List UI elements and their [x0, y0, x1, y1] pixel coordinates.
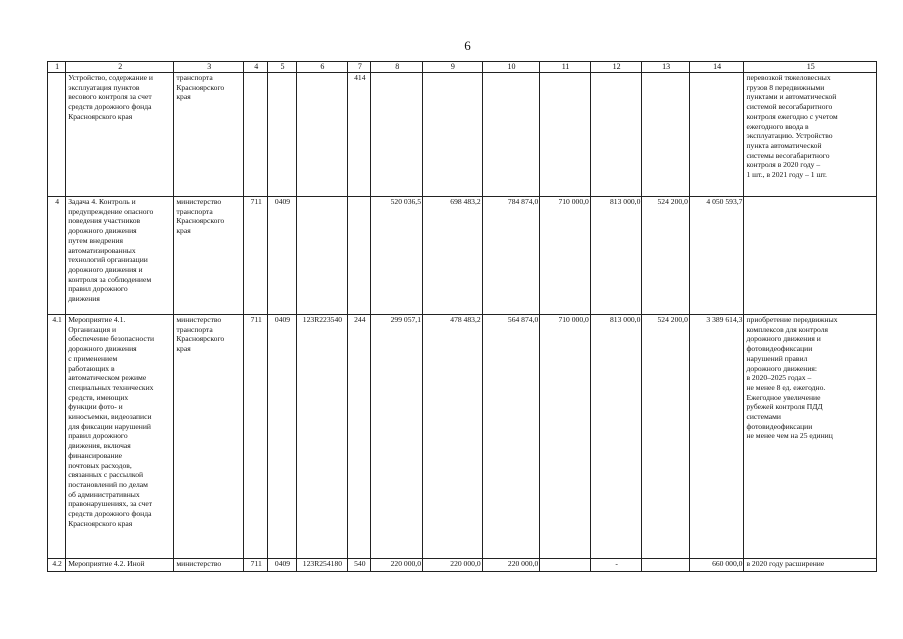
measure-name: [66, 197, 174, 315]
amount-2021: [423, 73, 483, 197]
cell-line: приобретение передвижных: [746, 315, 838, 324]
cell-line: связанных с рассылкой: [68, 470, 144, 480]
rzpr-code: 0409: [268, 315, 296, 559]
cell-line: Мероприятие 4.2. Иной: [68, 559, 145, 568]
column-number: 12: [590, 62, 642, 73]
amount-2024: 813 000,0: [590, 315, 642, 559]
cell-line: правил дорожного: [68, 284, 128, 294]
amount-2024: -: [590, 559, 642, 572]
column-number: 3: [174, 62, 244, 73]
expected-result: [744, 197, 877, 315]
cell-line: фотовидеофиксации: [746, 421, 813, 431]
cell-line: Организация и: [68, 324, 117, 334]
cell-line: пунктами и автоматической: [746, 92, 837, 102]
column-number: 9: [423, 62, 483, 73]
cell-line: эксплуатация пунктов: [68, 82, 140, 92]
measure-name: [66, 559, 174, 572]
cell-line: транспорта: [176, 206, 213, 216]
table-row: [48, 73, 877, 197]
cell-line: средств дорожного фонда: [68, 102, 152, 112]
cell-line: Красноярского: [176, 82, 225, 92]
responsible-org: [174, 73, 244, 197]
column-number: 1: [48, 62, 66, 73]
cell-line: контроля за соблюдением: [68, 274, 152, 284]
amount-2023: [540, 559, 591, 572]
cell-line: эксплуатацию. Устройство: [746, 131, 833, 141]
cell-line: дорожного движения:: [746, 363, 818, 373]
cell-line: в 2020–2025 годах –: [746, 373, 812, 383]
cell-line: технологий организации: [68, 255, 148, 265]
table-row: [48, 559, 877, 572]
amount-2023: 710 000,0: [540, 315, 591, 559]
table-row: [48, 197, 877, 315]
cell-line: дорожного движения: [68, 344, 137, 354]
cell-line: движения, включая: [68, 441, 131, 451]
cell-line: средств дорожного фонда: [68, 509, 152, 519]
responsible-org: [174, 197, 244, 315]
cell-line: путем внедрения: [68, 235, 124, 245]
page-number: 6: [464, 38, 471, 53]
column-number: 8: [371, 62, 423, 73]
cell-line: системы весогабаритного: [746, 150, 830, 160]
cell-line: весового контроля за счет: [68, 92, 152, 102]
expected-result: [744, 559, 877, 572]
cell-line: системой весогабаритного: [746, 102, 833, 112]
amount-2022: 220 000,0: [482, 559, 540, 572]
column-number: 2: [66, 62, 174, 73]
column-number-row: [48, 62, 877, 73]
cell-line: не менее 8 ед. ежегодно.: [746, 382, 826, 392]
cell-line: края: [176, 226, 191, 236]
budget-table: [47, 61, 877, 572]
amount-2021: 478 483,2: [423, 315, 483, 559]
amount-2025: [642, 559, 690, 572]
column-number: 15: [744, 62, 877, 73]
column-number: 4: [244, 62, 268, 73]
cell-line: края: [176, 344, 191, 354]
cell-line: Красноярского: [176, 334, 225, 344]
column-number: 6: [296, 62, 348, 73]
amount-total: 3 389 614,3: [689, 315, 744, 559]
cell-line: Красноярского края: [68, 518, 133, 528]
amount-2025: 524 200,0: [642, 315, 690, 559]
table-row: [48, 315, 877, 559]
cell-line: дорожного движения и: [746, 334, 821, 344]
cell-line: дорожного движения: [68, 226, 137, 236]
cell-line: об административных: [68, 489, 140, 499]
grbs-code: [244, 73, 268, 197]
cell-line: грузов 8 передвижными: [746, 82, 825, 92]
rzpr-code: 0409: [268, 559, 296, 572]
column-number: 7: [348, 62, 371, 73]
cell-line: контроля в 2020 году –: [746, 160, 821, 170]
cell-line: перевозкой тяжеловесных: [746, 73, 831, 82]
cell-line: фотовидеофиксации: [746, 344, 813, 354]
measure-name: [66, 315, 174, 559]
cell-line: не менее чем на 25 единиц: [746, 431, 833, 441]
grbs-code: 711: [244, 315, 268, 559]
amount-2023: 710 000,0: [540, 197, 591, 315]
cell-line: средств, имеющих: [68, 392, 129, 402]
cell-line: с применением: [68, 353, 118, 363]
column-number: 11: [540, 62, 591, 73]
cell-line: министерство: [176, 559, 222, 568]
cell-line: рубежей контроля ПДД: [746, 402, 823, 412]
cell-line: автоматизированных: [68, 245, 136, 255]
vr-code: 244: [348, 315, 371, 559]
cell-line: министерство: [176, 197, 222, 206]
row-number: [48, 73, 66, 197]
cell-line: транспорта: [176, 324, 213, 334]
expected-result: [744, 73, 877, 197]
cell-line: пункта автоматической: [746, 140, 822, 150]
cell-line: 1 шт., в 2021 году – 1 шт.: [746, 170, 827, 180]
cell-line: автоматическом режиме: [68, 373, 147, 383]
expected-result: [744, 315, 877, 559]
vr-code: 540: [348, 559, 371, 572]
cell-line: функции фото- и: [68, 402, 123, 412]
cell-line: Устройство, содержание и: [68, 73, 153, 82]
amount-2024: [590, 73, 642, 197]
row-number: 4: [48, 197, 66, 315]
measure-name: [66, 73, 174, 197]
cell-line: киносъемки, видеозаписи: [68, 412, 152, 422]
amount-total: 4 050 593,7: [689, 197, 744, 315]
amount-2021: 698 483,2: [423, 197, 483, 315]
responsible-org: [174, 315, 244, 559]
cell-line: контроля ежегодно с учетом: [746, 111, 838, 121]
amount-2022: [482, 73, 540, 197]
cell-line: Мероприятие 4.1.: [68, 315, 126, 324]
amount-2022: 784 874,0: [482, 197, 540, 315]
row-number: 4.1: [48, 315, 66, 559]
cell-line: Красноярского края: [68, 111, 133, 121]
amount-total: 660 000,0: [689, 559, 744, 572]
column-number: 5: [268, 62, 296, 73]
amount-2020: 520 036,5: [371, 197, 423, 315]
column-number: 10: [482, 62, 540, 73]
vr-code: [348, 197, 371, 315]
grbs-code: 711: [244, 197, 268, 315]
cell-line: в 2020 году расширение: [746, 559, 825, 568]
cell-line: ежегодного ввода в: [746, 121, 809, 131]
responsible-org: [174, 559, 244, 572]
amount-2020: 299 057,1: [371, 315, 423, 559]
cell-line: специальных технических: [68, 382, 154, 392]
column-number: 13: [642, 62, 690, 73]
cell-line: для фиксации нарушений: [68, 421, 151, 431]
cell-line: министерство: [176, 315, 222, 324]
csr-code: [296, 197, 348, 315]
rzpr-code: [268, 73, 296, 197]
cell-line: правонарушениях, за счет: [68, 499, 153, 509]
cell-line: края: [176, 92, 191, 102]
rzpr-code: 0409: [268, 197, 296, 315]
cell-line: почтовых расходов,: [68, 460, 132, 470]
amount-total: [689, 73, 744, 197]
csr-code: [296, 73, 348, 197]
csr-code: 123R254180: [296, 559, 348, 572]
cell-line: работающих в: [68, 363, 115, 373]
amount-2024: 813 000,0: [590, 197, 642, 315]
grbs-code: 711: [244, 559, 268, 572]
cell-line: дорожного движения и: [68, 264, 143, 274]
cell-line: транспорта: [176, 73, 213, 82]
amount-2020: 220 000,0: [371, 559, 423, 572]
column-number: 14: [689, 62, 744, 73]
cell-line: финансирование: [68, 450, 123, 460]
cell-line: постановлений по делам: [68, 479, 148, 489]
cell-line: Красноярского: [176, 216, 225, 226]
row-number: 4.2: [48, 559, 66, 572]
cell-line: Задача 4. Контроль и: [68, 197, 136, 206]
cell-line: комплексов для контроля: [746, 324, 828, 334]
cell-line: поведения участников: [68, 216, 141, 226]
cell-line: обеспечение безопасности: [68, 334, 155, 344]
csr-code: 123R223540: [296, 315, 348, 559]
cell-line: Ежегодное увеличение: [746, 392, 821, 402]
amount-2020: [371, 73, 423, 197]
amount-2023: [540, 73, 591, 197]
cell-line: движения: [68, 294, 100, 304]
amount-2022: 564 874,0: [482, 315, 540, 559]
cell-line: системами: [746, 412, 781, 422]
cell-line: нарушений правил: [746, 353, 808, 363]
cell-line: правил дорожного: [68, 431, 128, 441]
vr-code: 414: [348, 73, 371, 197]
amount-2025: 524 200,0: [642, 197, 690, 315]
cell-line: предупреждение опасного: [68, 206, 154, 216]
amount-2025: [642, 73, 690, 197]
amount-2021: 220 000,0: [423, 559, 483, 572]
